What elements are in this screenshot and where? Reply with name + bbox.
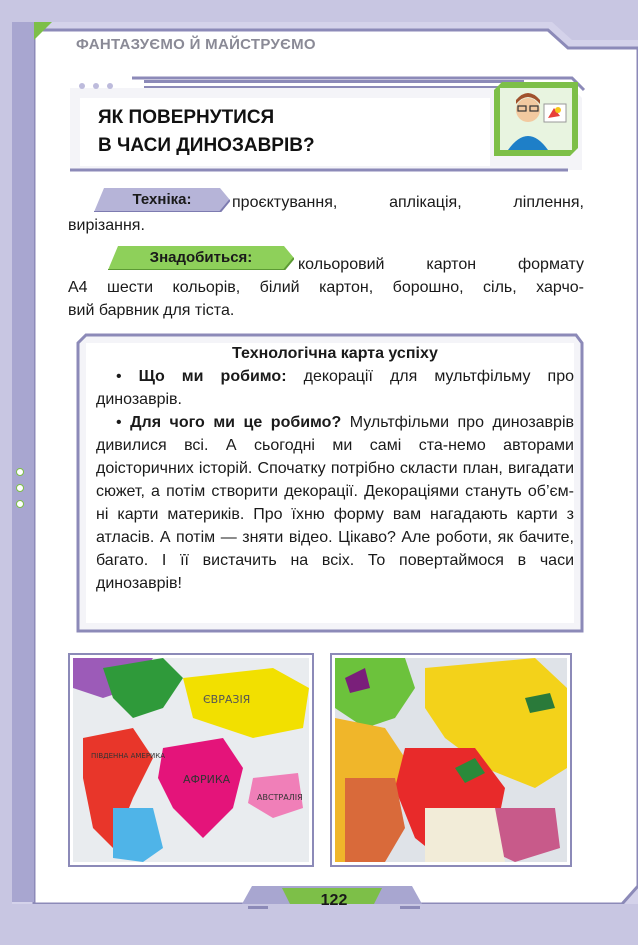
label-eurasia: ЄВРАЗІЯ [203,693,251,706]
label-south-america: ПІВДЕННА АМЕРИКА [91,752,166,760]
card-bullet-why-label: Для чого ми це робимо? [130,414,342,431]
card-bullet-why-text: Мультфільми про динозаврів дивилися всі. А сьогодні ми самі ста-немо авторами доісторичних історій. Спочатку потрібно скласти план, вигадати сюжет, а потім створити декорації. Декораціями стануть об’єм-ні карти материків. Про їхню форму вам нагадають карти з атласів. А потім — зняти відео. Цікаво? Але роботи, як бачите, багато. І її вистачить на всіх. То повертаймося в часи динозаврів! [96,414,575,592]
technique-label: Техніка: [94,188,230,212]
success-card [96,342,574,595]
page [12,0,638,945]
card-bullet-why: • Для чого ми це робимо? Мультфільми про динозаврів дивилися всі. А сьогодні ми самі ста-немо авторами доісторичних історій. Спочатку потрібно скласти план, вигадати сюжет, а потім створити декорації. Декораціями стануть об’єм-ні карти материків. Про їхню форму вам нагадають карти з атласів. А потім — зняти відео. Цікаво? Але роботи, як бачите, багато. І її вистачить на всіх. То повертаймося в часи динозаврів! [96,414,575,592]
card-heading: Технологічна карта успіху [232,345,438,362]
lesson-title-line2: В ЧАСИ ДИНОЗАВРІВ? [98,135,315,156]
boy-avatar [494,82,578,156]
page-number: 122 [320,892,348,909]
materials-label: Знадобиться: [108,246,294,270]
materials-text-line2: А4 шести кольорів, білий картон, борошно, сіль, харчо- [68,279,584,296]
section-title: ФАНТАЗУЄМО Й МАЙСТРУЄМО [76,36,316,53]
technique-text-line1: проєктування, аплікація, ліплення, [232,194,584,211]
materials-text-line1: кольоровий картон формату [298,256,584,273]
lesson-title-line1: ЯК ПОВЕРНУТИСЯ [98,107,275,128]
lesson-title [98,104,315,160]
label-africa: АФРИКА [183,773,231,786]
photo-dough-continents [332,655,570,865]
card-bullet-what-label: Що ми робимо: [138,368,287,385]
photo-paper-continents [70,655,312,865]
technique-text-line2: вирізання. [68,217,145,234]
card-bullet-what-text: декорації для мультфільму про динозаврів. [96,368,575,408]
card-bullet-what: • Що ми робимо: декорації для мультфільму про динозаврів. [96,368,575,408]
materials-text-line3: вий барвник для тіста. [68,302,235,319]
label-australia: АВСТРАЛІЯ [257,793,303,802]
